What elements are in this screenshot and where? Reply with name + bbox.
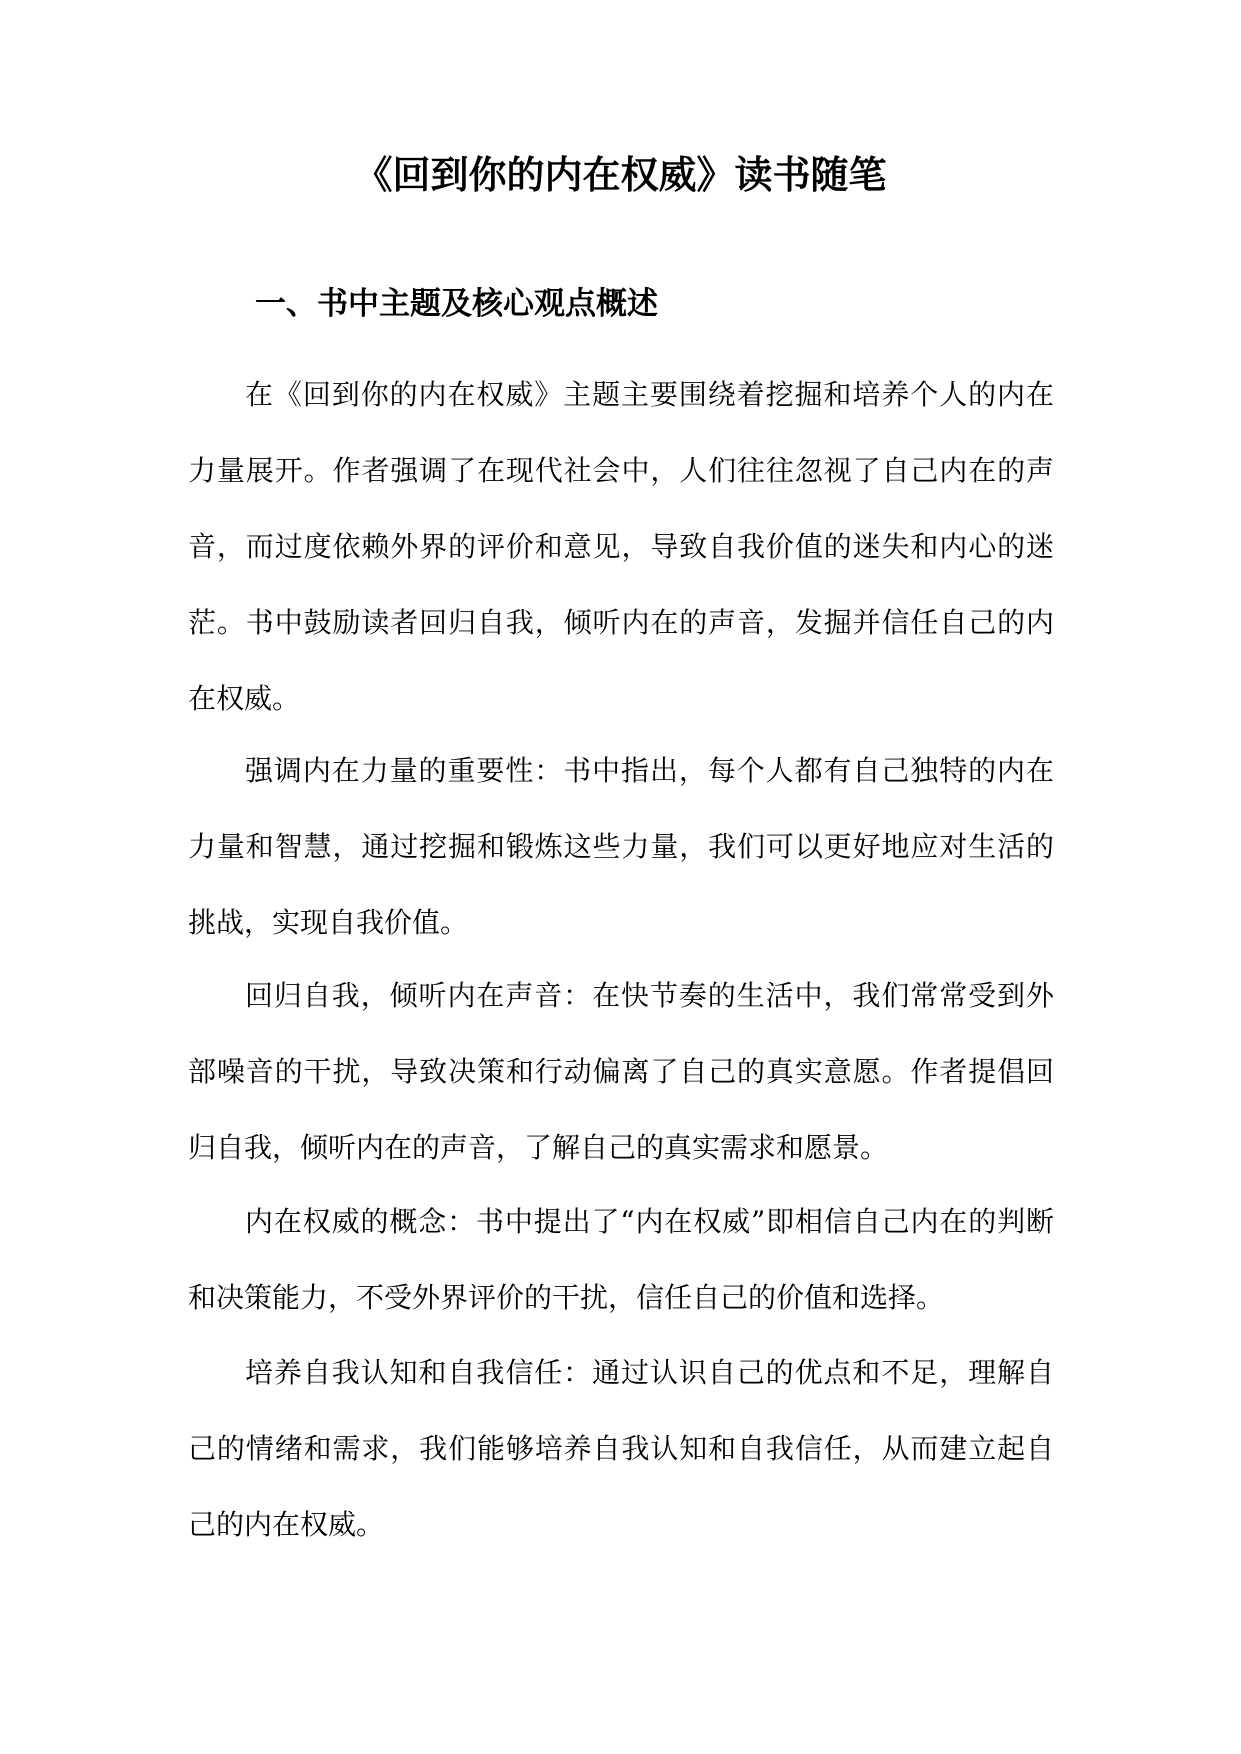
document-title: 《回到你的内在权威》读书随笔 — [354, 153, 887, 197]
paragraph-self-trust: 培养自我认知和自我信任：通过认识自己的优点和不足，理解自己的情绪和需求，我们能够培养自我认知和自我信任，从而建立起自己的内在权威。 — [188, 1356, 1054, 1541]
paragraph-inner-power: 强调内在力量的重要性：书中指出，每个人都有自己独特的内在力量和智慧，通过挖掘和锻炼这些力量，我们可以更好地应对生活的挑战，实现自我价值。 — [188, 754, 1054, 939]
paragraph-inner-authority-concept: 内在权威的概念：书中提出了“内在权威”即相信自己内在的判断和决策能力，不受外界评价的干扰，信任自己的价值和选择。 — [188, 1205, 1054, 1314]
paragraph-return-to-self: 回归自我，倾听内在声音：在快节奏的生活中，我们常常受到外部噪音的干扰，导致决策和行动偏离了自己的真实意愿。作者提倡回归自我，倾听内在的声音，了解自己的真实需求和愿景。 — [188, 979, 1054, 1164]
paragraph-overview: 在《回到你的内在权威》主题主要围绕着挖掘和培养个人的内在力量展开。作者强调了在现代社会中，人们往往忽视了自己内在的声音，而过度依赖外界的评价和意见，导致自我价值的迷失和内心的迷茫。书中鼓励读者回归自我，倾听内在的声音，发掘并信任自己的内在权威。 — [188, 378, 1054, 715]
section-heading: 一、书中主题及核心观点概述 — [255, 286, 658, 322]
